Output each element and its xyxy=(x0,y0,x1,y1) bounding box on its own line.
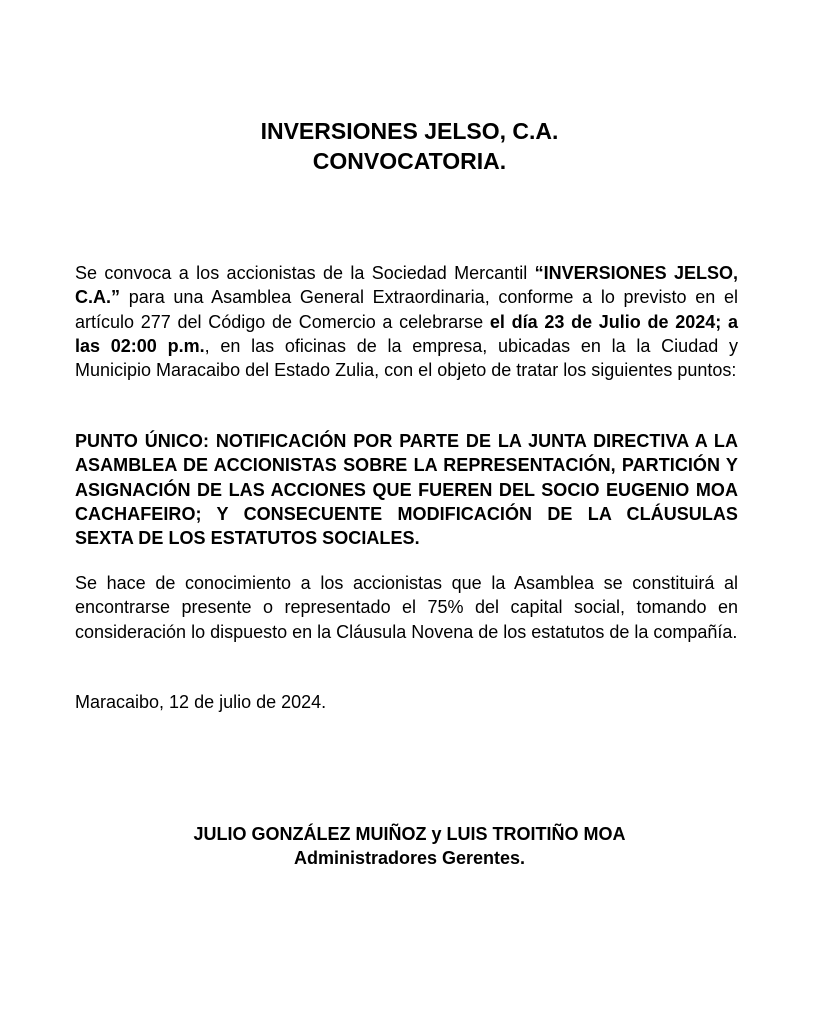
document-header xyxy=(0,116,819,176)
quorum-paragraph: Se hace de conocimiento a los accionistas que la Asamblea se constituirá al encontrarse presente o representado el 75% del capital social, tomando en consideración lo dispuesto en la Cláusula Novena de los estatutos de la compañía. xyxy=(75,573,738,642)
company-name-quoted: “INVERSIONES JELSO, C.A.” xyxy=(75,263,738,308)
convocation-text-1: Se convoca a los accionistas de la Sociedad Mercantil xyxy=(75,263,535,283)
convocation-text-2: para una Asamblea General Extraordinaria, conforme a lo previsto en el artículo 277 del Código de Comercio a celebrarse xyxy=(75,287,738,332)
meeting-date-time: el día 23 de Julio de 2024; a las 02:00 p.m. xyxy=(75,311,738,356)
agenda-item: PUNTO ÚNICO: NOTIFICACIÓN POR PARTE DE LA JUNTA DIRECTIVA A LA ASAMBLEA DE ACCIONISTAS SOBRE LA REPRESENTACIÓN, PARTICIÓN Y ASIGNACIÓN DE LAS ACCIONES QUE FUEREN DEL SOCIO EUGENIO MOA CACHAFEIRO; Y CONSECUENTE MODIFICACIÓN DE LA CLÁUSULAS SEXTA DE LOS ESTATUTOS SOCIALES. xyxy=(75,431,738,549)
place-date-line: Maracaibo, 12 de julio de 2024. xyxy=(75,692,327,712)
convocation-paragraph xyxy=(75,261,738,382)
company-name: INVERSIONES JELSO, C.A. xyxy=(260,118,559,144)
signature-block xyxy=(0,822,819,870)
document-title: CONVOCATORIA. xyxy=(312,148,507,174)
signatory-role: Administradores Gerentes. xyxy=(293,848,526,868)
convocation-text-3: , en las oficinas de la empresa, ubicadas en la la Ciudad y Municipio Maracaibo del Estado Zulia, con el objeto de tratar los siguientes puntos: xyxy=(75,335,738,381)
signatory-names: JULIO GONZÁLEZ MUIÑOZ y LUIS TROITIÑO MOA xyxy=(193,824,626,844)
